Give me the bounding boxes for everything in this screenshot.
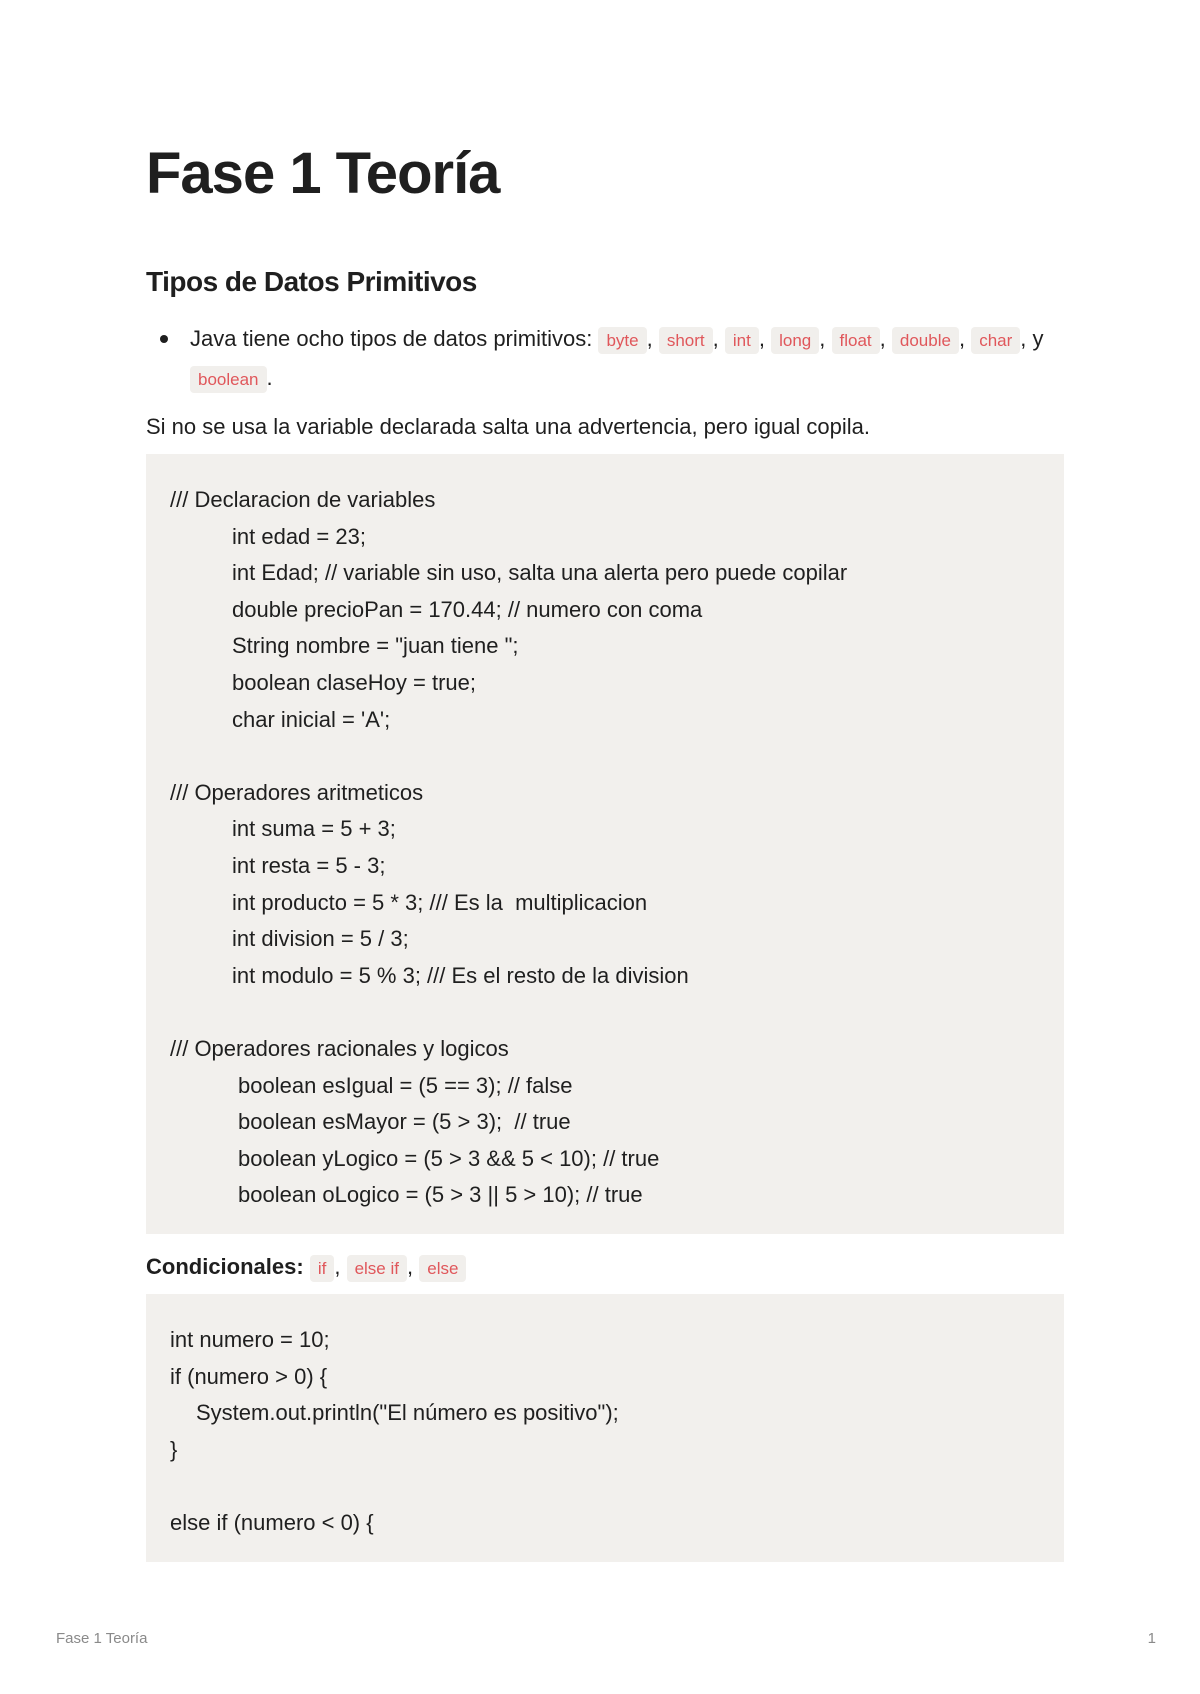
code-line: int division = 5 / 3; bbox=[232, 926, 409, 952]
footer-page-number: 1 bbox=[1147, 1630, 1156, 1647]
paragraph: Si no se usa la variable declarada salta una advertencia, pero igual copila. bbox=[146, 414, 871, 439]
separator: , bbox=[712, 326, 719, 351]
code-line: int producto = 5 * 3; /// Es la multiplicacion bbox=[232, 889, 648, 915]
type-long: long bbox=[771, 327, 819, 354]
code-line: String nombre = "juan tiene "; bbox=[232, 633, 519, 659]
type-float: float bbox=[832, 327, 880, 354]
separator: , bbox=[758, 326, 765, 351]
code-line: /// Operadores racionales y logicos bbox=[170, 1035, 509, 1061]
separator: , bbox=[819, 326, 826, 351]
code-line: boolean esIgual = (5 == 3); // false bbox=[238, 1072, 573, 1098]
code-line-empty bbox=[170, 994, 1040, 1031]
bullet-item bbox=[146, 320, 1064, 398]
page-title: Fase 1 Teoría bbox=[146, 141, 500, 206]
bullet-text bbox=[190, 320, 1064, 398]
section-title: Tipos de Datos Primitivos bbox=[146, 266, 477, 297]
code-line-empty bbox=[170, 1468, 1040, 1505]
code-line: int Edad; // variable sin uso, salta una alerta pero puede copilar bbox=[232, 560, 848, 586]
keyword-if: if bbox=[310, 1255, 335, 1282]
type-char: char bbox=[971, 327, 1020, 354]
code-line: boolean oLogico = (5 > 3 || 5 > 10); // true bbox=[238, 1182, 643, 1208]
code-line: boolean esMayor = (5 > 3); // true bbox=[238, 1109, 571, 1135]
keyword-else: else bbox=[419, 1255, 466, 1282]
code-line: boolean claseHoy = true; bbox=[232, 669, 476, 695]
code-line: int modulo = 5 % 3; /// Es el resto de la division bbox=[232, 962, 689, 988]
code-line: if (numero > 0) { bbox=[170, 1363, 328, 1389]
separator: , bbox=[406, 1254, 414, 1279]
code-line: int suma = 5 + 3; bbox=[232, 816, 396, 842]
code-line: double precioPan = 170.44; // numero con coma bbox=[232, 596, 703, 622]
conjunction: , y bbox=[1020, 326, 1044, 351]
separator: , bbox=[879, 326, 886, 351]
bullet-intro: Java tiene ocho tipos de datos primitivos: bbox=[190, 326, 593, 351]
type-boolean: boolean bbox=[190, 366, 267, 393]
code-line: System.out.println("El número es positivo"); bbox=[196, 1400, 619, 1426]
code-line: boolean yLogico = (5 > 3 && 5 < 10); // true bbox=[238, 1145, 660, 1171]
conditionals-line bbox=[146, 1251, 466, 1285]
code-line: char inicial = 'A'; bbox=[232, 706, 391, 732]
code-line-empty bbox=[170, 738, 1040, 775]
code-line: /// Operadores aritmeticos bbox=[170, 779, 424, 805]
keyword-else-if: else if bbox=[347, 1255, 407, 1282]
bullet-end: . bbox=[266, 365, 273, 390]
bullet-dot-icon bbox=[160, 335, 168, 343]
code-line: int numero = 10; bbox=[170, 1327, 330, 1352]
code-block-variables bbox=[146, 454, 1064, 1234]
type-double: double bbox=[892, 327, 959, 354]
conditionals-label: Condicionales: bbox=[146, 1254, 304, 1279]
footer-doc-name: Fase 1 Teoría bbox=[56, 1630, 148, 1647]
type-short: short bbox=[659, 327, 713, 354]
separator: , bbox=[958, 326, 966, 351]
code-block-conditionals bbox=[146, 1294, 1064, 1562]
code-line: int edad = 23; bbox=[232, 523, 366, 549]
code-line: /// Declaracion de variables bbox=[170, 487, 436, 512]
type-byte: byte bbox=[598, 327, 646, 354]
code-line: else if (numero < 0) { bbox=[170, 1509, 374, 1535]
type-int: int bbox=[725, 327, 759, 354]
separator: , bbox=[646, 326, 653, 351]
separator: , bbox=[334, 1254, 341, 1279]
code-line: } bbox=[170, 1436, 178, 1462]
code-line: int resta = 5 - 3; bbox=[232, 852, 386, 878]
